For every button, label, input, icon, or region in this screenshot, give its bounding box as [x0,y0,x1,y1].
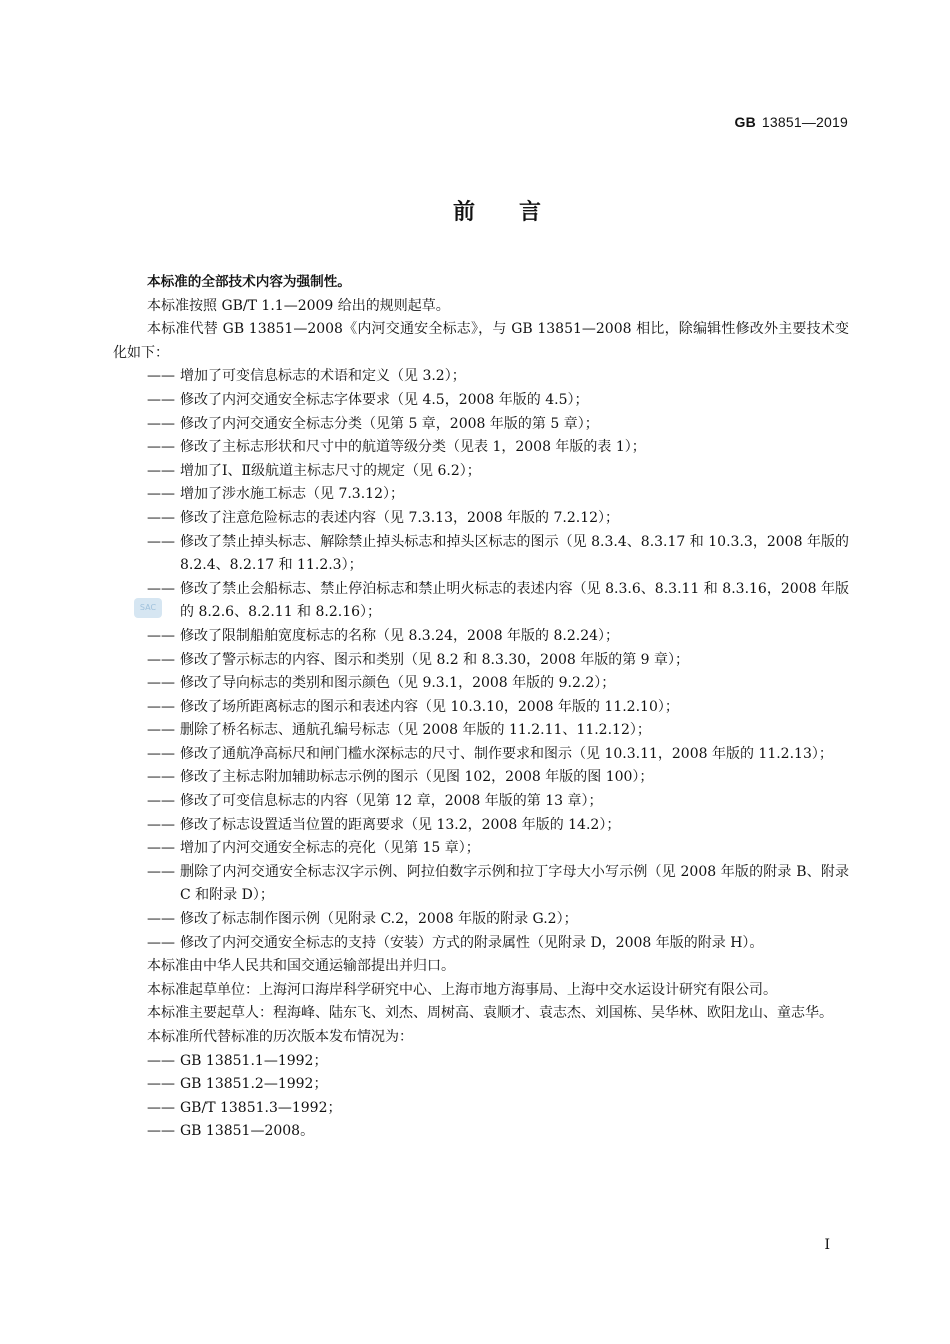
change-item [113,672,849,696]
list-item-text: 修改了内河交通安全标志字体要求（见 4.5，2008 年版的 4.5）； [180,391,589,408]
list-item-text: GB 13851.2—1992； [180,1076,328,1093]
sac-watermark-icon: SAC [134,598,162,618]
dash-marker: —— [147,439,175,456]
change-item [113,908,849,932]
dash-marker: —— [147,769,175,786]
change-item [113,531,849,578]
change-item [113,365,849,389]
list-item-text: 修改了禁止会船标志、禁止停泊标志和禁止明火标志的表述内容（见 8.3.6、8.3.11 和 8.3.16，2008 年版的 8.2.6、8.2.11 和 8.2.16）； [180,580,849,621]
dash-marker: —— [147,1099,175,1116]
foreword-body [113,271,849,1144]
dash-marker: —— [147,627,175,644]
change-item [113,766,849,790]
list-item-text: 修改了导向标志的类别和图示颜色（见 9.3.1，2008 年版的 9.2.2）； [180,675,616,692]
paragraph-drafting-units: 本标准起草单位：上海河口海岸科学研究中心、上海市地方海事局、上海中交水运设计研究有限公司。 [147,981,777,998]
change-item [113,649,849,673]
history-item [113,1050,849,1074]
dash-marker: —— [147,462,175,479]
dash-marker: —— [147,793,175,810]
list-item-text: 修改了主标志附加辅助标志示例的图示（见图 102，2008 年版的图 100）； [180,769,654,786]
list-item-text: 删除了内河交通安全标志汉字示例、阿拉伯数字示例和拉丁字母大小写示例（见 2008 年版的附录 B、附录 C 和附录 D）； [180,863,849,904]
dash-marker: —— [147,486,175,503]
dash-marker: —— [147,415,175,432]
list-item-text: GB/T 13851.3—1992； [180,1099,342,1116]
dash-marker: —— [147,675,175,692]
dash-marker: —— [147,722,175,739]
list-item-text: 删除了桥名标志、通航孔编号标志（见 2008 年版的 11.2.11、11.2.12）； [180,722,651,739]
history-list [113,1050,849,1144]
page-title: 前言 [452,200,585,225]
dash-marker: —— [147,651,175,668]
list-item-text: 增加了涉水施工标志（见 7.3.12）； [180,486,404,503]
change-item [113,743,849,767]
page-number: Ⅰ [824,1237,830,1253]
paragraph-mandatory: 本标准的全部技术内容为强制性。 [147,274,351,290]
history-item [113,1120,849,1144]
list-item-text: 增加了可变信息标志的术语和定义（见 3.2）； [180,368,466,385]
history-item [113,1073,849,1097]
change-item [113,696,849,720]
list-item-text: 修改了注意危险标志的表述内容（见 7.3.13，2008 年版的 7.2.12）； [180,509,620,526]
list-item-text: 增加了Ⅰ、Ⅱ级航道主标志尺寸的规定（见 6.2）； [180,462,481,479]
dash-marker: —— [147,1123,175,1140]
code-number: 13851—2019 [761,114,848,130]
change-item [113,578,849,625]
paragraph-drafters: 本标准主要起草人：程海峰、陆东飞、刘杰、周树高、袁顺才、袁志杰、刘国栋、吴华林、欧阳龙山、童志华。 [147,1005,833,1022]
dash-marker: —— [147,698,175,715]
dash-marker: —— [147,911,175,928]
dash-marker: —— [147,1076,175,1093]
change-item [113,460,849,484]
list-item-text: GB 13851—2008。 [180,1123,315,1140]
dash-marker: —— [147,368,175,385]
dash-marker: —— [147,934,175,951]
list-item-text: 修改了标志制作图示例（见附录 C.2，2008 年版的附录 G.2）； [180,911,578,928]
list-item-text: 增加了内河交通安全标志的亮化（见第 15 章）； [180,840,480,857]
change-item [113,507,849,531]
change-item [113,389,849,413]
change-item [113,719,849,743]
list-item-text: 修改了内河交通安全标志分类（见第 5 章，2008 年版的第 5 章）； [180,415,599,432]
paragraph-proposed-by: 本标准由中华人民共和国交通运输部提出并归口。 [147,958,455,975]
list-item-text: GB 13851.1—1992； [180,1052,328,1069]
changes-list [113,365,849,955]
dash-marker: —— [147,863,175,880]
change-item [113,814,849,838]
list-item-text: 修改了场所距离标志的图示和表述内容（见 10.3.10，2008 年版的 11.2.10）； [180,698,679,715]
change-item [113,932,849,956]
dash-marker: —— [147,840,175,857]
paragraph-drafting-rules: 本标准按照 GB/T 1.1—2009 给出的规则起草。 [147,297,450,314]
dash-marker: —— [147,1052,175,1069]
history-item [113,1097,849,1121]
change-item [113,625,849,649]
dash-marker: —— [147,509,175,526]
dash-marker: —— [147,391,175,408]
dash-marker: —— [147,580,175,597]
change-item [113,436,849,460]
list-item-text: 修改了可变信息标志的内容（见第 12 章，2008 年版的第 13 章）； [180,793,603,810]
list-item-text: 修改了标志设置适当位置的距离要求（见 13.2，2008 年版的 14.2）； [180,816,621,833]
dash-marker: —— [147,745,175,762]
list-item-text: 修改了限制船舶宽度标志的名称（见 8.3.24，2008 年版的 8.2.24）； [180,627,620,644]
change-item [113,483,849,507]
document-code [735,114,848,130]
change-item [113,790,849,814]
change-item [113,837,849,861]
change-item [113,413,849,437]
list-item-text: 修改了通航净高标尺和闸门槛水深标志的尺寸、制作要求和图示（见 10.3.11，2008 年版的 11.2.13）； [180,745,833,762]
list-item-text: 修改了主标志形状和尺寸中的航道等级分类（见表 1，2008 年版的表 1）； [180,439,646,456]
list-item-text: 修改了禁止掉头标志、解除禁止掉头标志和掉头区标志的图示（见 8.3.4、8.3.17 和 10.3.3，2008 年版的 8.2.4、8.2.17 和 11.2.3）； [180,533,849,574]
list-item-text: 修改了内河交通安全标志的支持（安装）方式的附录属性（见附录 D，2008 年版的附录 H）。 [180,934,764,951]
list-item-text: 修改了警示标志的内容、图示和类别（见 8.2 和 8.3.30，2008 年版的第 9 章）； [180,651,690,668]
code-prefix: GB [734,114,756,130]
paragraph-history-intro: 本标准所代替标准的历次版本发布情况为： [147,1029,413,1045]
paragraph-replaces: 本标准代替 GB 13851—2008《内河交通安全标志》，与 GB 13851—2008 相比，除编辑性修改外主要技术变化如下： [113,321,849,361]
dash-marker: —— [147,816,175,833]
change-item [113,861,849,908]
dash-marker: —— [147,533,175,550]
